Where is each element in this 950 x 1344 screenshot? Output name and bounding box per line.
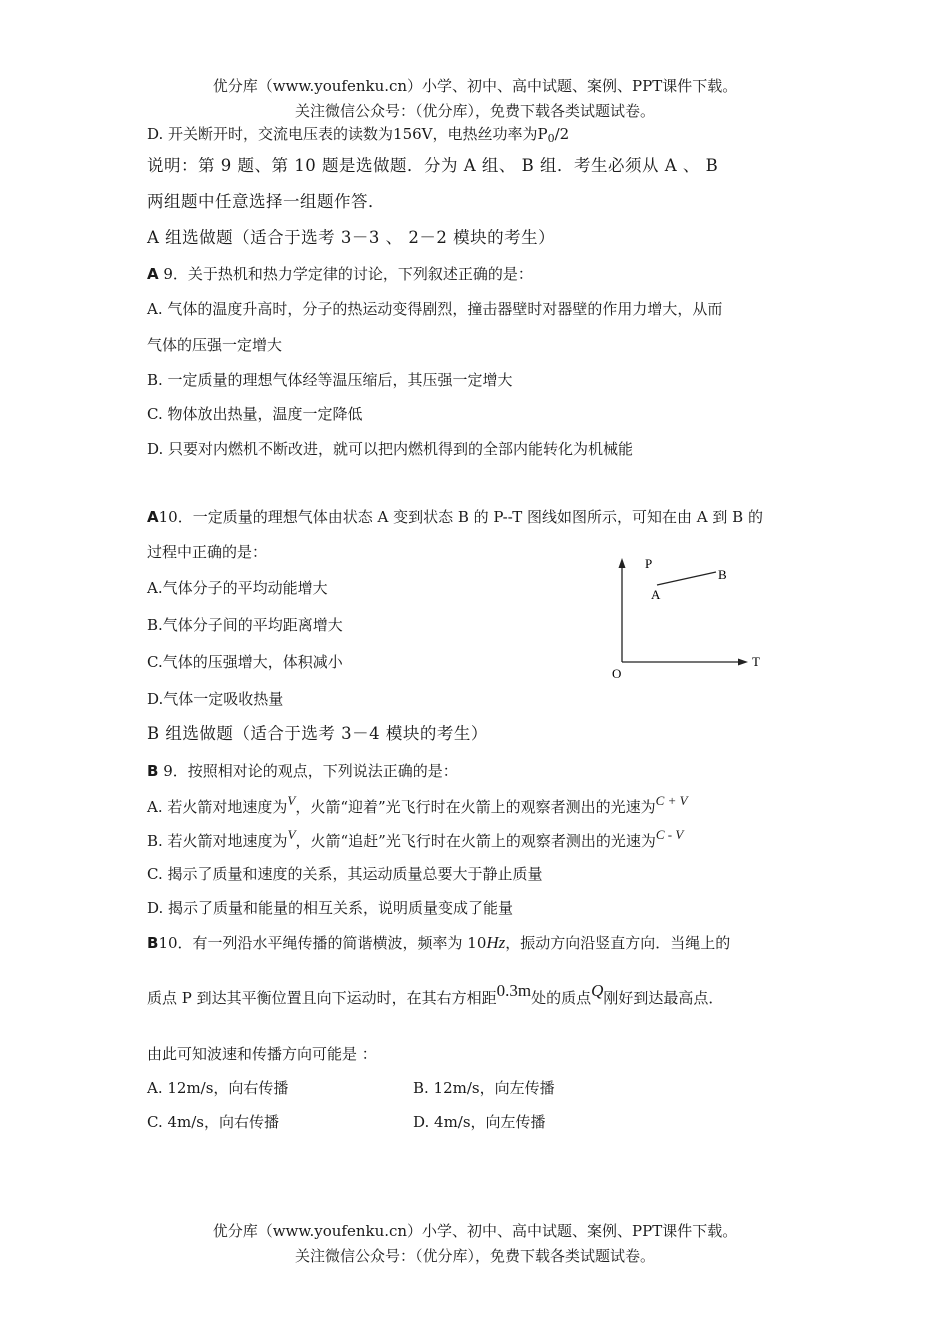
a10-option-b: B.气体分子间的平均距离增大	[147, 616, 343, 634]
p-axis-arrow-icon	[619, 558, 626, 568]
t-axis-arrow-icon	[738, 659, 748, 666]
b10-option-c: C. 4m/s，向右传播	[147, 1113, 279, 1131]
a9-stem: A 9．关于热机和热力学定律的讨论，下列叙述正确的是：	[147, 265, 533, 283]
note-line-1: 说明：第 9 题、第 10 题是选做题．分为 A 组、 B 组．考生必须从 A 、 B	[147, 156, 719, 175]
header-line-1: 优分库（www.youfenku.cn）小学、初中、高中试题、案例、PPT课件下载。	[212, 77, 738, 95]
b10-stem-line2: 质点 P 到达其平衡位置且向下运动时，在其右方相距0.3m处的质点Q刚好到达最高点．	[147, 981, 724, 1007]
b9-option-b: B. 若火箭对地速度为V，火箭“追赶”光飞行时在火箭上的观察者测出的光速为C - V	[147, 827, 684, 850]
p-axis-label: P	[645, 556, 653, 571]
b9-stem: B 9．按照相对论的观点，下列说法正确的是：	[147, 762, 458, 780]
b9-option-a: A. 若火箭对地速度为V，火箭“迎着”光飞行时在火箭上的观察者测出的光速为C + V	[147, 793, 688, 816]
a9-option-a-line1: A. 气体的温度升高时，分子的热运动变得剧烈，撞击器壁时对器壁的作用力增大，从而	[147, 300, 723, 318]
note-line-2: 两组题中任意选择一组题作答．	[147, 192, 385, 211]
a9-option-d: D. 只要对内燃机不断改进，就可以把内燃机得到的全部内能转化为机械能	[147, 440, 634, 458]
a10-option-d: D.气体一定吸收热量	[147, 690, 284, 708]
group-b-title: B 组选做题（适合于选考 3－4 模块的考生）	[147, 724, 488, 743]
b10-stem-line3: 由此可知波速和传播方向可能是 ：	[147, 1045, 377, 1063]
header-line-2: 关注微信公众号：（优分库），免费下载各类试题试卷。	[294, 102, 655, 120]
footer-line-2: 关注微信公众号：（优分库），免费下载各类试题试卷。	[294, 1247, 655, 1265]
q8-option-d: D. 开关断开时，交流电压表的读数为156V，电热丝功率为$P_0/2$	[147, 125, 570, 145]
a9-option-b: B. 一定质量的理想气体经等温压缩后，其压强一定增大	[147, 371, 513, 389]
a9-option-a-line2: 气体的压强一定增大	[147, 336, 283, 354]
footer-line-1: 优分库（www.youfenku.cn）小学、初中、高中试题、案例、PPT课件下载。	[212, 1222, 738, 1240]
pt-graph	[600, 548, 770, 683]
t-axis-label: T	[752, 654, 760, 669]
b9-option-d: D. 揭示了质量和能量的相互关系，说明质量变成了能量	[147, 899, 514, 917]
ab-line	[657, 572, 716, 585]
a10-stem-line1: A10．一定质量的理想气体由状态 A 变到状态 B 的 P--T 图线如图所示，可知在由 A 到 B 的	[147, 508, 763, 526]
a10-option-a: A.气体分子的平均动能增大	[147, 579, 328, 597]
origin-label: O	[612, 666, 622, 681]
b10-stem-line1: B10．有一列沿水平绳传播的简谐横波，频率为 10Hz，振动方向沿竖直方向．当绳上的	[147, 933, 731, 952]
a10-option-c: C.气体的压强增大，体积减小	[147, 653, 343, 671]
a9-option-c: C. 物体放出热量，温度一定降低	[147, 405, 363, 423]
point-b-label: B	[718, 567, 727, 582]
b10-option-d: D. 4m/s，向左传播	[413, 1113, 546, 1131]
point-a-label: A	[651, 587, 661, 602]
group-a-title: A 组选做题（适合于选考 3－3 、 2－2 模块的考生）	[147, 228, 556, 247]
b10-option-a: A. 12m/s，向右传播	[147, 1079, 289, 1097]
b9-option-c: C. 揭示了质量和速度的关系，其运动质量总要大于静止质量	[147, 865, 543, 883]
a10-stem-line2: 过程中正确的是：	[147, 543, 268, 561]
b10-option-b: B. 12m/s，向左传播	[413, 1079, 555, 1097]
